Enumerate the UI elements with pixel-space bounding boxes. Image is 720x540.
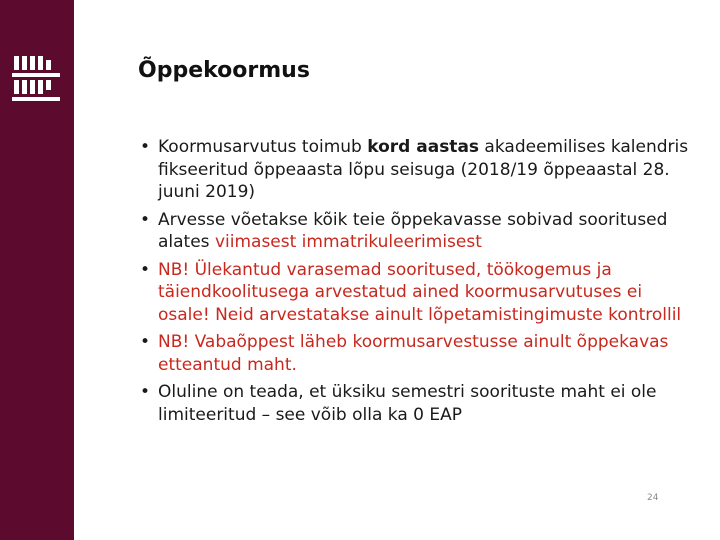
bullet-item xyxy=(136,209,696,254)
bullet-marker: • xyxy=(140,137,151,157)
bullet-item xyxy=(136,136,696,204)
bullet-marker: • xyxy=(140,382,151,402)
slide-title: Õppekoormus xyxy=(138,58,310,83)
bullet-text-part: NB! Ülekantud varasemad sooritused, töökogemus ja täiendkoolitusega arvestatud ained koormusarvutuses ei osale! Neid arvestatakse ainult lõpetamistingimuste kontrollil xyxy=(158,259,682,325)
bullet-item xyxy=(136,259,696,327)
bullet-text-part: viimasest immatrikuleerimisest xyxy=(214,232,482,252)
bullet-text-part: akadeemilises kalendris fikseeritud õppeaasta lõpu seisuga (2018/19 õppeaastal 28. juuni 2019) xyxy=(158,137,689,202)
bullet-item xyxy=(136,331,696,376)
bullet-text-part: Oluline on teada, et üksiku semestri soorituste maht ei ole limiteeritud – see võib olla ka 0 EAP xyxy=(158,382,657,425)
bullet-text-part: NB! Vabaõppest läheb koormusarvestusse ainult õppekavas etteantud maht. xyxy=(158,332,669,375)
sidebar-band xyxy=(0,0,74,540)
bullet-marker: • xyxy=(140,209,151,230)
bullet-text-part: Koormusarvutus toimub xyxy=(158,137,368,157)
bullet-text-part: Arvesse võetakse kõik teie õppekavasse sobivad sooritused alates xyxy=(158,209,668,252)
bullet-marker: • xyxy=(140,332,151,352)
page-number: 24 xyxy=(647,493,659,503)
bullet-text-part: kord aastas xyxy=(367,137,480,157)
university-logo-icon xyxy=(12,52,60,108)
bullet-item xyxy=(136,381,696,426)
bullet-marker: • xyxy=(140,259,151,280)
bullet-list xyxy=(136,136,696,431)
